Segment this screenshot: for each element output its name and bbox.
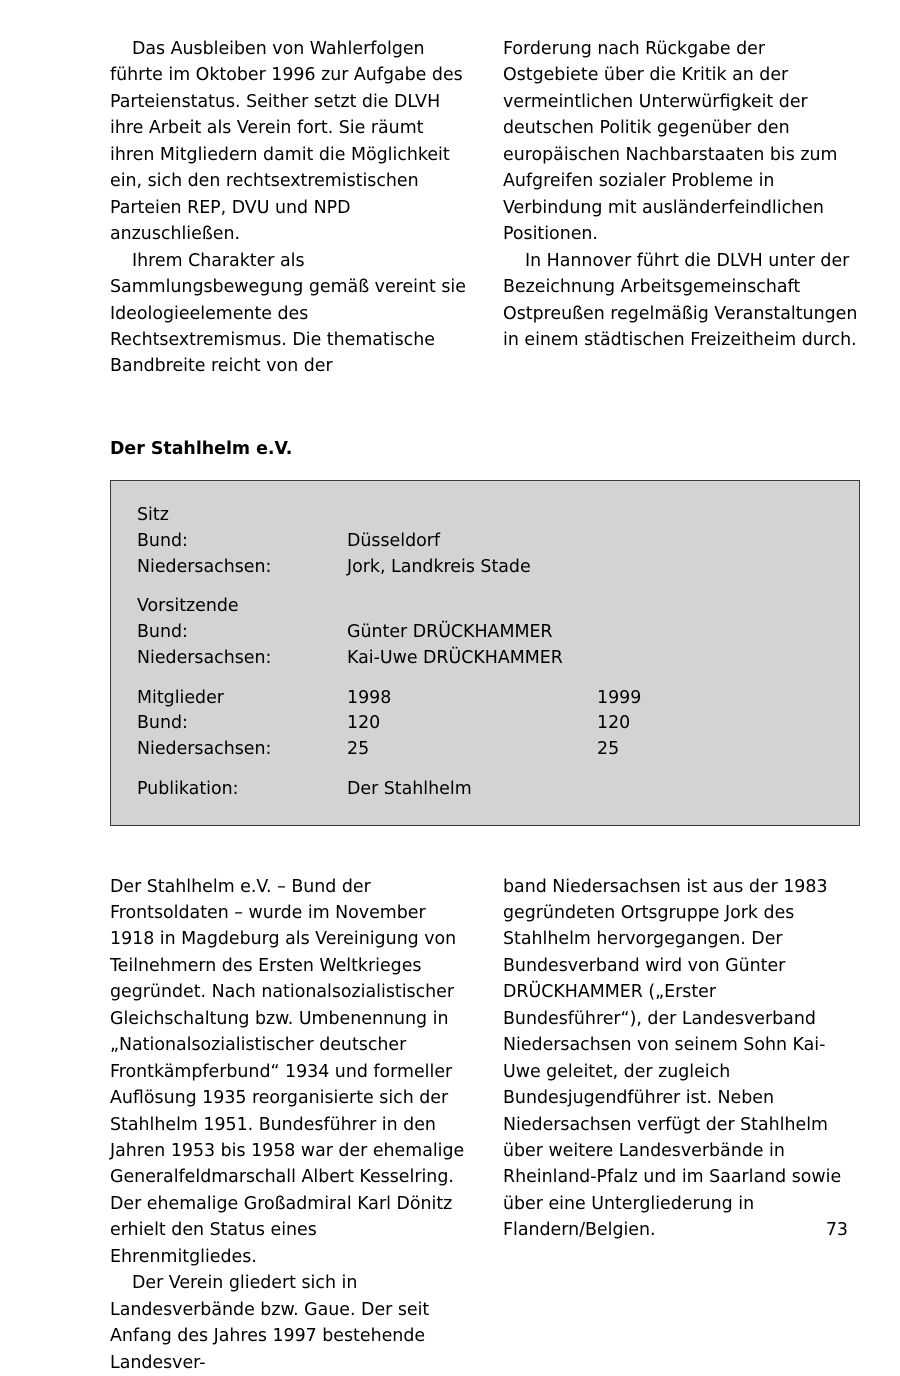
info-row xyxy=(111,737,859,763)
paragraph: Das Ausbleiben von Wahlerfolgen führte im Oktober 1996 zur Aufgabe des Parteienstatus. Seither setzt die DLVH ihre Arbeit als Verein fort. Sie räumt ihren Mitgliedern damit die Möglichkeit ein, sich den rechtsextremistischen Parteien REP, DVU und NPD anzuschließen. xyxy=(110,36,467,248)
info-value-1998: 25 xyxy=(347,737,597,763)
info-label: Bund: xyxy=(137,711,347,737)
info-label: Publikation: xyxy=(137,777,347,803)
info-value: Düsseldorf xyxy=(347,529,597,555)
info-group-mitglieder xyxy=(111,686,859,763)
info-value-year-1999: 1999 xyxy=(597,686,797,712)
info-value-year-1998: 1998 xyxy=(347,686,597,712)
info-label: Bund: xyxy=(137,620,347,646)
paragraph: In Hannover führt die DLVH unter der Bezeichnung Arbeitsgemeinschaft Ostpreußen regelmäßig Veranstaltungen in einem städtischen Freizeitheim durch. xyxy=(503,248,860,354)
info-label: Bund: xyxy=(137,529,347,555)
info-group-publikation xyxy=(111,777,859,803)
paragraph: Forderung nach Rückgabe der Ostgebiete über die Kritik an der vermeintlichen Unterwürfigkeit der deutschen Politik gegenüber den europäischen Nachbarstaaten bis zum Aufgreifen sozialer Probleme in Verbindung mit ausländerfeindlichen Positionen. xyxy=(503,36,860,248)
info-value: Kai-Uwe DRÜCKHAMMER xyxy=(347,646,597,672)
page-number: 73 xyxy=(826,1220,848,1240)
top-left-column xyxy=(110,36,467,380)
bottom-left-column xyxy=(110,874,467,1376)
info-row xyxy=(111,529,859,555)
info-value: Der Stahlhelm xyxy=(347,777,597,803)
organization-info-box xyxy=(110,480,860,826)
paragraph: Ihrem Charakter als Sammlungsbewegung gemäß vereint sie Ideologieelemente des Rechtsextremismus. Die thematische Bandbreite reicht von der xyxy=(110,248,467,380)
info-value: Jork, Landkreis Stade xyxy=(347,555,597,581)
info-group-title: Vorsitzende xyxy=(111,594,859,620)
section-heading: Der Stahlhelm e.V. xyxy=(110,436,860,462)
info-group-title: Sitz xyxy=(111,503,859,529)
page-content xyxy=(110,36,860,1376)
info-row xyxy=(111,777,859,803)
info-value-1999: 120 xyxy=(597,711,797,737)
info-group-vorsitzende xyxy=(111,594,859,671)
bottom-right-column xyxy=(503,874,860,1376)
info-label: Niedersachsen: xyxy=(137,555,347,581)
info-row xyxy=(111,686,859,712)
info-label: Mitglieder xyxy=(137,686,347,712)
info-group-sitz xyxy=(111,503,859,580)
info-value-1998: 120 xyxy=(347,711,597,737)
paragraph: Der Stahlhelm e.V. – Bund der Frontsoldaten – wurde im November 1918 in Magdeburg als Vereinigung von Teilnehmern des Ersten Weltkrieges gegründet. Nach nationalsozialistischer Gleichschaltung bzw. Umbenennung in „Nationalsozialistischer deutscher Frontkämpferbund“ 1934 und formeller Auflösung 1935 reorganisierte sich der Stahlhelm 1951. Bundesführer in den Jahren 1953 bis 1958 war der ehemalige Generalfeldmarschall Albert Kesselring. Der ehemalige Großadmiral Karl Dönitz erhielt den Status eines Ehrenmitgliedes. xyxy=(110,874,467,1271)
paragraph: band Niedersachsen ist aus der 1983 gegründeten Ortsgruppe Jork des Stahlhelm hervorgegangen. Der Bundesverband wird von Günter DRÜCKHAMMER („Erster Bundesführer“), der Landesverband Niedersachsen von seinem Sohn Kai-Uwe geleitet, der zugleich Bundesjugendführer ist. Neben Niedersachsen verfügt der Stahlhelm über weitere Landesverbände in Rheinland-Pfalz und im Saarland sowie über eine Untergliederung in Flandern/Belgien. xyxy=(503,874,860,1244)
info-row xyxy=(111,555,859,581)
info-value: Günter DRÜCKHAMMER xyxy=(347,620,597,646)
top-right-column xyxy=(503,36,860,380)
info-label: Niedersachsen: xyxy=(137,737,347,763)
bottom-two-column-section xyxy=(110,874,860,1376)
top-two-column-section xyxy=(110,36,860,380)
info-row xyxy=(111,646,859,672)
info-value-1999: 25 xyxy=(597,737,797,763)
info-row xyxy=(111,620,859,646)
info-label: Niedersachsen: xyxy=(137,646,347,672)
info-row xyxy=(111,711,859,737)
paragraph: Der Verein gliedert sich in Landesverbände bzw. Gaue. Der seit Anfang des Jahres 1997 bestehende Landesver- xyxy=(110,1270,467,1376)
